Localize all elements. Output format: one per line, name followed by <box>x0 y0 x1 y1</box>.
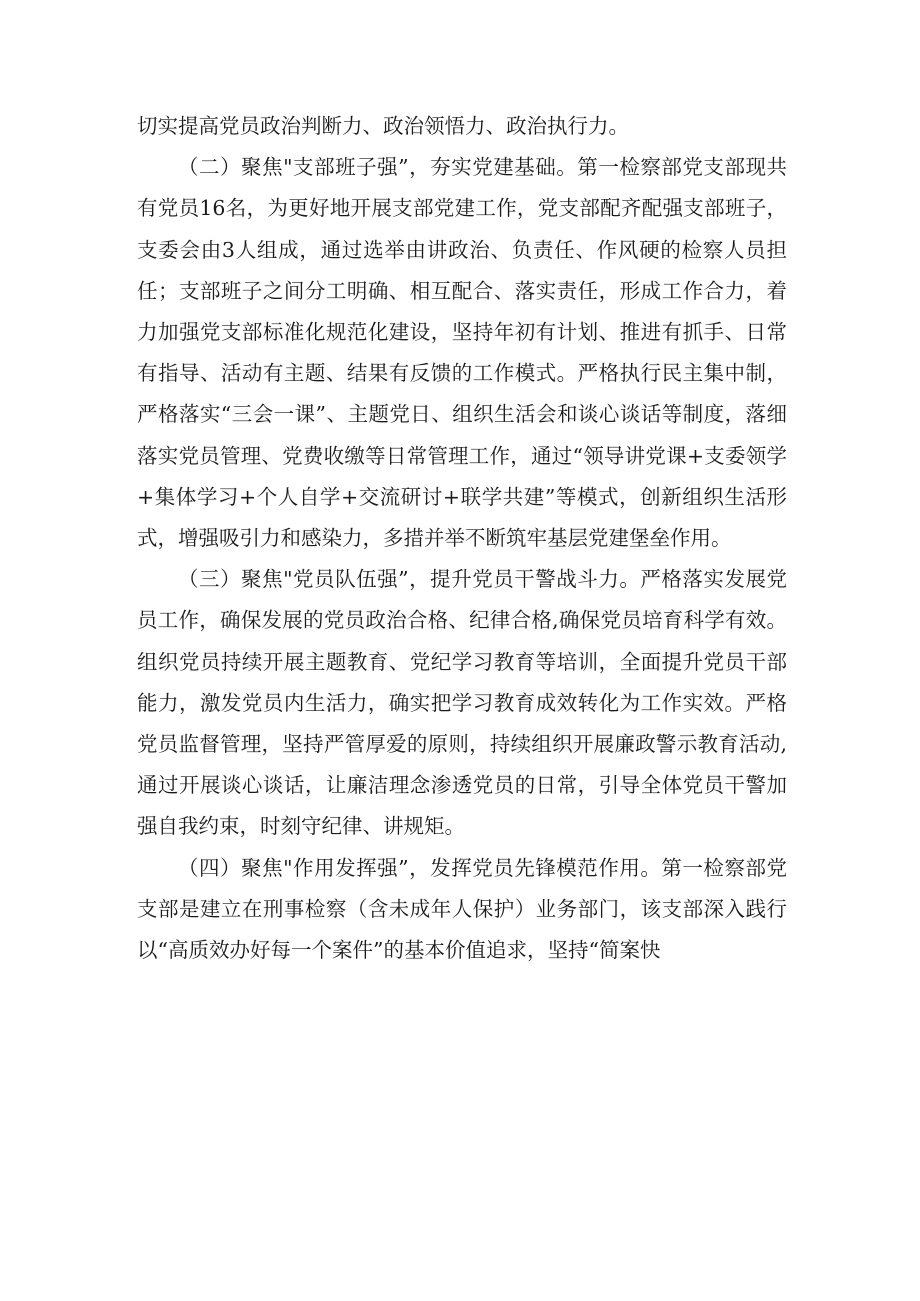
paragraph-party-members: （三）聚焦"党员队伍强”，提升党员干警战斗力。严格落实发展党员工作，确保发展的党员政治合格、纪律合格,确保党员培育科学有效。组织党员持续开展主题教育、党纪学习教育等培训，全面提升党员干部能力，激发党员内生活力，确实把学习教育成效转化为工作实效。严格党员监督管理，坚持严管厚爱的原则，持续组织开展廉政警示教育活动,通过开展谈心谈话，让廉洁理念渗透党员的日常，引导全体党员干警加强自我约束，时刻守纪律、讲规矩。 <box>137 567 787 839</box>
body-text <box>137 106 787 971</box>
paragraph-branch-leadership: （二）聚焦"支部班子强”，夯实党建基础。第一检察部党支部现共有党员16名，为更好地开展支部党建工作，党支部配齐配强支部班子，支委会由3人组成，通过选举由讲政治、负责任、作风硬的检察人员担任；支部班子之间分工明确、相互配合、落实责任，形成工作合力，着力加强党支部标准化规范化建设，坚持年初有计划、推进有抓手、日常有指导、活动有主题、结果有反馈的工作模式。严格执行民主集中制，严格落实“三会一课”、主题党日、组织生活会和谈心谈话等制度，落细落实党员管理、党费收缴等日常管理工作，通过“领导讲党课+支委领学+集体学习+个人自学+交流研讨+联学共建”等模式，创新组织生活形式，增强吸引力和感染力，多措并举不断筑牢基层党建堡垒作用。 <box>137 155 787 551</box>
paragraph-continuation: 切实提高党员政治判断力、政治领悟力、政治执行力。 <box>137 114 629 138</box>
paragraph-vanguard-role: （四）聚焦"作用发挥强”，发挥党员先锋模范作用。第一检察部党支部是建立在刑事检察（含未成年人保护）业务部门，该支部深入践行以“高质效办好每一个案件”的基本价值追求，坚持“简案快 <box>137 855 787 963</box>
